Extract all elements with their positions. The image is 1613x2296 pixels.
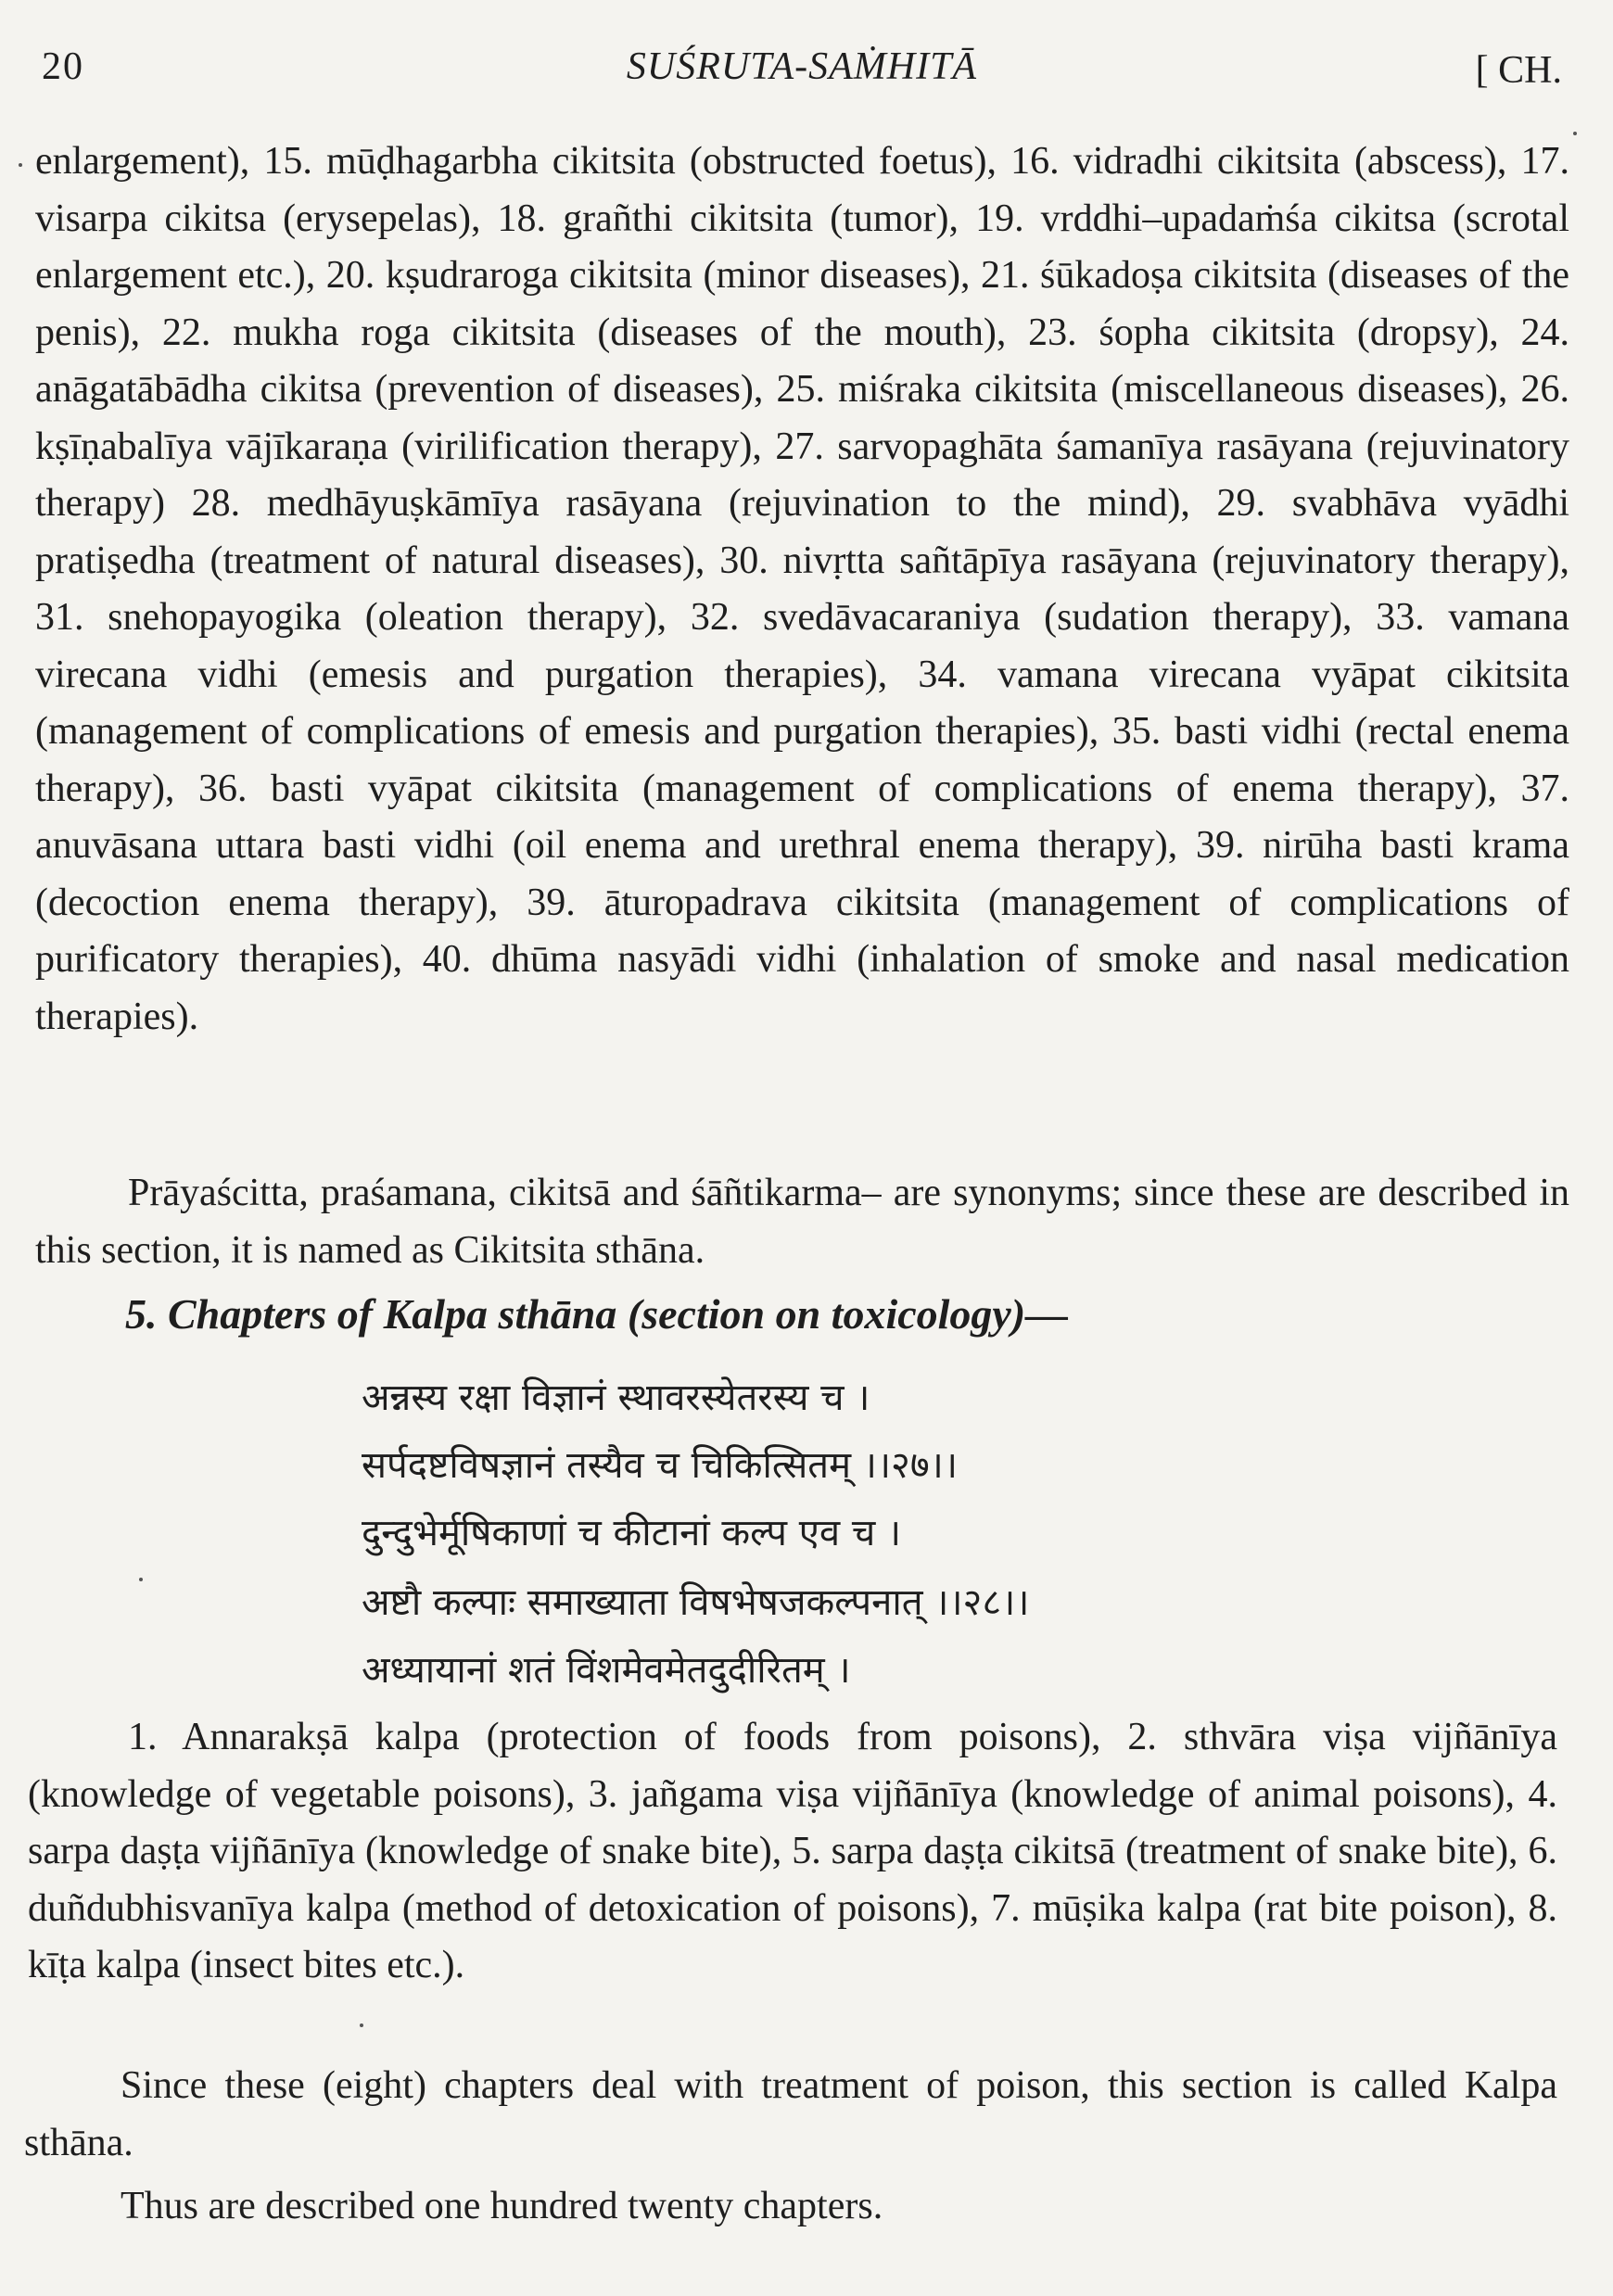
- sanskrit-verse-line: सर्पदष्टविषज्ञानं तस्यैव च चिकित्सितम् ।।२७।।: [362, 1444, 958, 1487]
- sanskrit-verse-line: दुन्दुभेर्मूषिकाणां च कीटानां कल्प एव च ।: [362, 1512, 902, 1554]
- paragraph-kalpa-chapters: 1. Annarakṣā kalpa (protection of foods from poisons), 2. sthvāra viṣa vijñānīya (knowledge of vegetable poisons), 3. jañgama viṣa vijñānīya (knowledge of animal poisons), 4. sarpa daṣṭa vijñānīya (knowledge of snake bite), 5. sarpa daṣṭa cikitsā (treatment of snake bite), 6. duñdubhisvanīya kalpa (method of detoxication of poisons), 7. mūṣika kalpa (rat bite poison), 8. kīṭa kalpa (insect bites etc.).: [28, 1716, 1557, 1986]
- page-number: 20: [42, 45, 84, 88]
- paragraph-closing: Thus are described one hundred twenty chapters.: [121, 2185, 883, 2227]
- running-head: [42, 44, 1562, 109]
- paragraph-kalpa-summary: Since these (eight) chapters deal with treatment of poison, this section is called Kalpa sthāna.: [24, 2064, 1557, 2164]
- sanskrit-verse-line: अध्यायानां शतं विंशमेवमेतदुदीरितम् ।: [362, 1649, 851, 1692]
- sanskrit-verse-line: अष्टौ कल्पाः समाख्याता विषभेषजकल्पनात् ।।२८।।: [362, 1581, 1030, 1624]
- paragraph-cikitsita-chapters: enlargement), 15. mūḍhagarbha cikitsita (obstructed foetus), 16. vidradhi cikitsita (abscess), 17. visarpa cikitsa (erysepelas), 18. grañthi cikitsita (tumor), 19. vrddhi–upadaṁśa cikitsa (scrotal enlargement etc.), 20. kṣudraroga cikitsita (minor diseases), 21. śūkadoṣa cikitsita (diseases of the penis), 22. mukha roga cikitsita (diseases of the mouth), 23. śopha cikitsita (dropsy), 24. anāgatābādha cikitsa (prevention of diseases), 25. miśraka cikitsita (miscellaneous diseases), 26. kṣīṇabalīya vājīkaraṇa (virilification therapy), 27. sarvopaghāta śamanīya rasāyana (rejuvinatory therapy) 28. medhāyuṣkāmīya rasāyana (rejuvination to the mind), 29. svabhāva vyādhi pratiṣedha (treatment of natural diseases), 30. nivṛtta sañtāpīya rasāyana (rejuvinatory therapy), 31. snehopayogika (oleation therapy), 32. svedāvacaraniya (sudation therapy), 33. vamana virecana vidhi (emesis and purgation therapies), 34. vamana virecana vyāpat cikitsita (management of complications of emesis and purgation therapies), 35. basti vidhi (rectal enema therapy), 36. basti vyāpat cikitsita (management of complications of enema therapy), 37. anuvāsana uttara basti vidhi (oil enema and urethral enema therapy), 39. nirūha basti krama (decoction enema therapy), 39. āturopadrava cikitsita (management of complications of purificatory therapies), 40. dhūma nasyādi vidhi (inhalation of smoke and nasal medication therapies).: [35, 140, 1569, 1038]
- sanskrit-verse-line: अन्नस्य रक्षा विज्ञानं स्थावरस्येतरस्य च ।: [362, 1376, 870, 1419]
- section-heading-kalpa-sthana: 5. Chapters of Kalpa sthāna (section on toxicology)—: [125, 1290, 1069, 1338]
- print-speck: [139, 1578, 143, 1581]
- print-speck: [1573, 132, 1577, 135]
- running-title: SUŚRUTA-SAṀHITĀ: [626, 45, 978, 88]
- paragraph-cikitsita-synonyms: Prāyaścitta, praśamana, cikitsā and śāñtikarma– are synonyms; since these are described in this section, it is named as Cikitsita sthāna.: [35, 1172, 1569, 1272]
- print-speck: [360, 2023, 363, 2027]
- print-speck: [19, 163, 22, 167]
- chapter-mark: [ CH.: [1475, 49, 1562, 92]
